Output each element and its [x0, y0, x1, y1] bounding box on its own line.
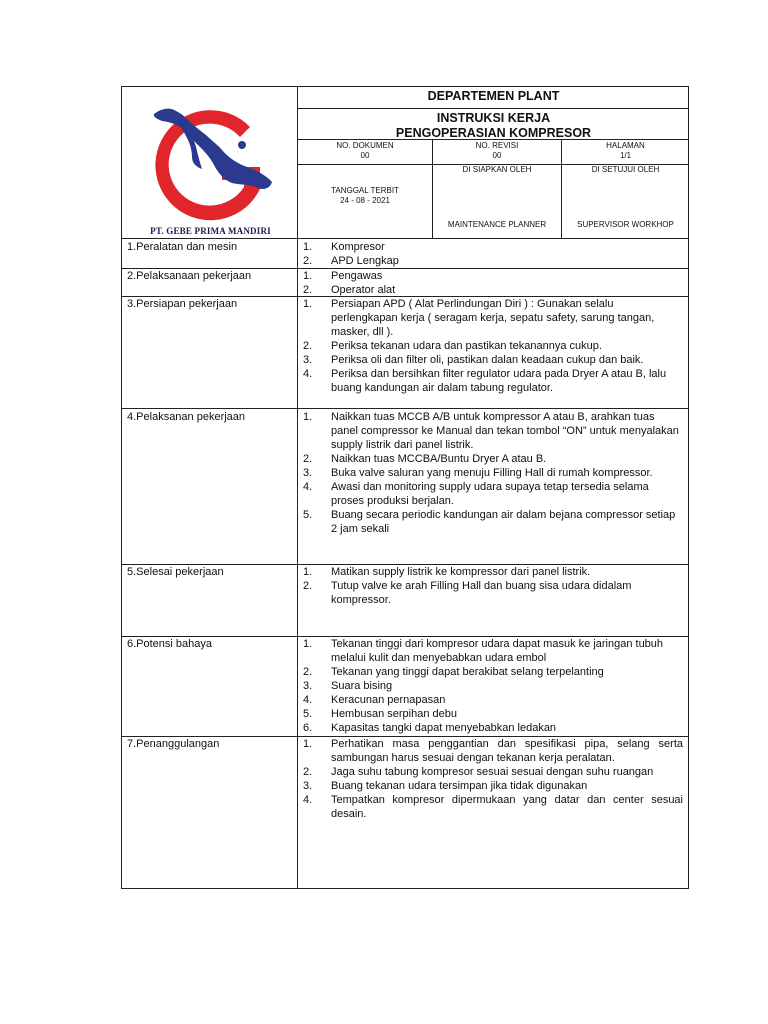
no-revisi-cell — [433, 141, 561, 161]
work-instruction-document — [121, 86, 689, 889]
logo-small-island — [238, 141, 246, 149]
tanggal-terbit-cell — [298, 186, 432, 206]
section-list — [303, 565, 683, 607]
list-item: 2. Periksa tekanan udara dan pastikan tekanannya cukup. — [303, 340, 602, 352]
halaman-cell — [562, 141, 689, 161]
list-item: 1. Pengawas — [303, 270, 383, 282]
no-dokumen-label: NO. DOKUMEN — [336, 141, 394, 150]
list-item: 2. Naikkan tuas MCCBA/Buntu Dryer A atau B. — [303, 453, 547, 465]
list-item: 2. Tekanan yang tinggi dapat berakibat selang terpelanting — [303, 666, 604, 678]
list-item: 3. Periksa oli dan filter oli, pastikan dalan keadaan cukup dan baik. — [303, 354, 644, 366]
logo-red-g — [155, 110, 260, 220]
list-item: 4. Awasi dan monitoring supply udara supaya tetap tersedia selama proses produksi berjalan. — [303, 481, 649, 507]
list-item: 3. Buka valve saluran yang menuju Filling Hall di rumah kompressor. — [303, 467, 653, 479]
disiapkan-value: MAINTENANCE PLANNER — [447, 220, 547, 229]
no-revisi-label: NO. REVISI — [475, 141, 519, 150]
list-item: 2. Tutup valve ke arah Filling Hall dan buang sisa udara didalam kompressor. — [303, 580, 632, 606]
list-item: 3. Buang tekanan udara tersimpan jika tidak digunakan — [303, 780, 588, 792]
section-list — [303, 269, 683, 297]
section-label: 7.Penanggulangan — [127, 738, 220, 750]
list-item: 5. Buang secara periodic kandungan air dalam bejana compressor setiap 2 jam sekali — [303, 509, 676, 535]
list-item: 1. Matikan supply listrik ke kompressor dari panel listrik. — [303, 566, 591, 578]
section-label: 6.Potensi bahaya — [127, 638, 213, 650]
section-label: 3.Persiapan pekerjaan — [127, 298, 238, 310]
section-label: 2.Pelaksanaan pekerjaan — [127, 270, 252, 282]
title-line-2: PENGOPERASIAN KOMPRESOR — [395, 126, 592, 140]
title-line-1: INSTRUKSI KERJA — [436, 111, 551, 125]
disetujui-value: SUPERVISOR WORKHOP — [577, 220, 674, 229]
column-divider — [297, 87, 298, 888]
section-list — [303, 637, 683, 735]
section-list — [303, 240, 683, 268]
section-label: 1.Peralatan dan mesin — [127, 241, 238, 253]
list-item: 1. Tekanan tinggi dari kompresor udara dapat masuk ke jaringan tubuh melalui kulit dan menyebabkan udara embol — [303, 638, 664, 664]
list-item: 1. Kompresor — [303, 241, 385, 253]
logo-graphic — [122, 87, 297, 227]
company-name: PT. GEBE PRIMA MANDIRI — [150, 226, 271, 236]
list-item: 2. APD Lengkap — [303, 255, 399, 267]
list-item: 4. Periksa dan bersihkan filter regulator udara pada Dryer A atau B, lalu buang kandungan air dalam tabung regulator. — [303, 368, 667, 394]
halaman-label: HALAMAN — [606, 141, 645, 150]
list-item: 2. Operator alat — [303, 284, 396, 296]
list-item: 1. Perhatikan masa penggantian dan spesifikasi pipa, selang serta sambungan harus sesuai dengan tekanan kerja peralatan. — [303, 738, 683, 764]
disetujui-label: DI SETUJUI OLEH — [591, 165, 660, 174]
section-list — [303, 410, 683, 536]
list-item: 5. Hembusan serpihan debu — [303, 708, 457, 720]
no-dokumen-value: 00 — [360, 151, 370, 160]
section-label: 4.Pelaksanan pekerjaan — [127, 411, 246, 423]
list-item: 4. Tempatkan kompresor dipermukaan yang datar dan center sesuai desain. — [303, 794, 683, 820]
company-logo — [122, 87, 297, 239]
section-label: 5.Selesai pekerjaan — [127, 566, 224, 578]
disiapkan-label: DI SIAPKAN OLEH — [462, 165, 532, 174]
department-title: DEPARTEMEN PLANT — [427, 89, 560, 103]
section-list — [303, 737, 683, 821]
no-revisi-value: 00 — [492, 151, 502, 160]
divider — [122, 238, 689, 239]
list-item: 2. Jaga suhu tabung kompresor sesuai sesuai dengan suhu ruangan — [303, 766, 654, 778]
tanggal-terbit-value: 24 - 08 - 2021 — [340, 196, 390, 205]
row-divider — [122, 408, 689, 409]
tanggal-terbit-label: TANGGAL TERBIT — [331, 186, 399, 195]
list-item: 3. Suara bising — [303, 680, 393, 692]
halaman-value: 1/1 — [619, 151, 632, 160]
document-title — [298, 110, 689, 141]
section-list — [303, 297, 683, 395]
no-dokumen-cell — [298, 141, 432, 161]
list-item: 1. Naikkan tuas MCCB A/B untuk kompressor A atau B, arahkan tuas panel compressor ke Manual dan tekan tombol “ON” untuk menyalakan supply listrik dari panel listrik. — [303, 411, 679, 451]
list-item: 4. Keracunan pernapasan — [303, 694, 446, 706]
list-item: 1. Persiapan APD ( Alat Perlindungan Diri ) : Gunakan selalu perlengkapan kerja ( seragam kerja, sepatu safety, sarung tangan, masker, dll ). — [303, 298, 655, 338]
list-item: 6. Kapasitas tangki dapat menyebabkan ledakan — [303, 722, 557, 734]
